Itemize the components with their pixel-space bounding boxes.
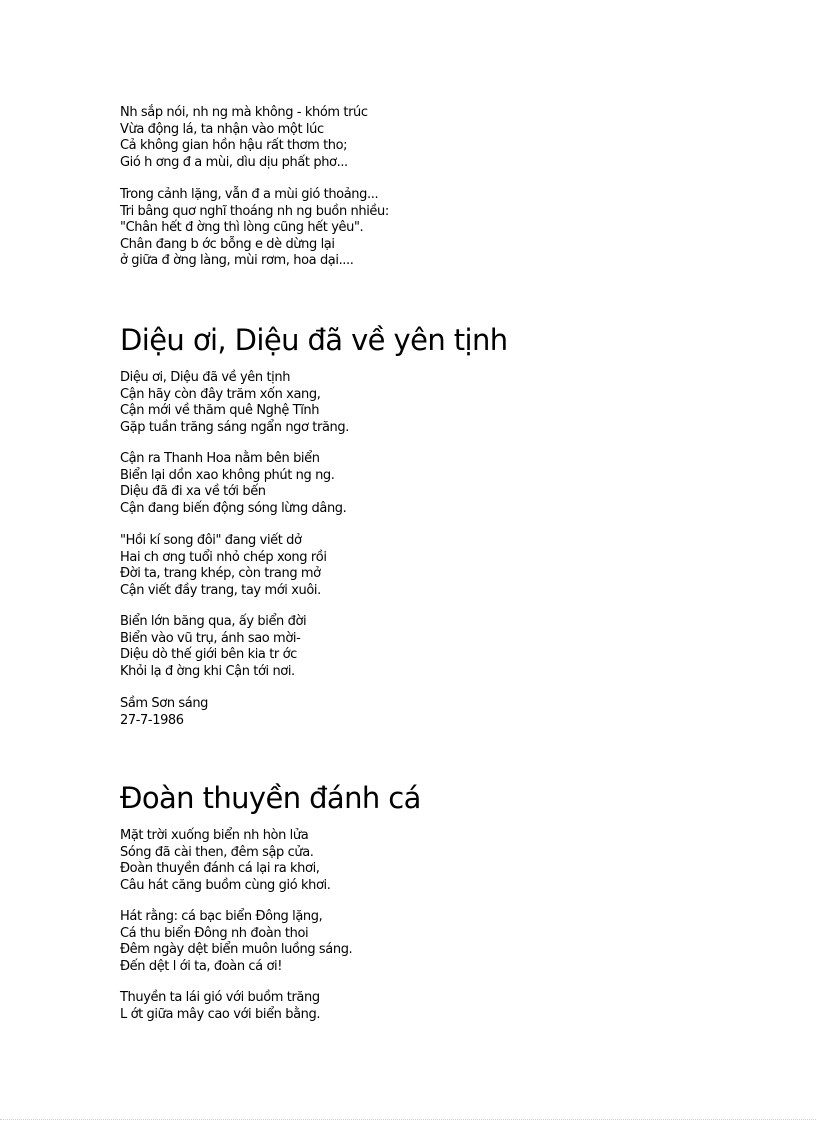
poem-line: Câu hát căng buồm cùng gió khơi. [120,877,331,893]
poem-line: ở giữa đ ờng làng, mùi rơm, hoa dại.... [120,253,354,268]
poem-line: Đến dệt l ới ta, đoàn cá ơi! [120,958,283,974]
poem-line: Biển vào vũ trụ, ánh sao mời- [120,630,301,646]
intro-stanza-2 [120,187,680,270]
poem-line: "Chân hết đ ờng thì lòng cũng hết yêu". [120,220,364,235]
dieu-stanza-3 [120,533,680,599]
poem-line: Khỏi lạ đ ờng khi Cận tới nơi. [120,663,295,679]
dieu-signature [120,696,680,729]
dieu-stanza-4 [120,614,680,680]
poem-date: 27-7-1986 [120,712,184,728]
poem-line: Thuyền ta lái gió với buồm trăng [120,990,320,1005]
poem-line: Mặt trời xuống biển nh hòn lửa [120,828,309,843]
poem-line: "Hồi kí song đôi" đang viết dở [120,533,302,548]
poem-line: Đoàn thuyền đánh cá lại ra khơi, [120,861,320,876]
page-bottom-divider [0,1119,816,1120]
poem-line: Cận viết đầy trang, tay mới xuôi. [120,582,321,598]
poem-line: Diệu ơi, Diệu đã về yên tịnh [120,370,291,385]
dieu-stanza-1 [120,370,680,436]
poem-line: Gió h ơng đ a mùi, dìu dịu phất phơ... [120,154,348,170]
poem-line: Đêm ngày dệt biển muôn luồng sáng. [120,942,353,957]
poem-title-doan-thuyen: Đoàn thuyền đánh cá [120,781,421,815]
poem-line: Tri bâng quơ nghĩ thoáng nh ng buồn nhiều: [120,203,389,219]
poem-line: Cận mới về thăm quê Nghệ Tĩnh [120,403,320,418]
poem-line: Hát rằng: cá bạc biển Đông lặng, [120,909,323,924]
poem-line: Cả không gian hồn hậu rất thơm tho; [120,138,348,153]
poem-line: Diệu dò thế giới bên kia tr ớc [120,647,297,662]
doan-thuyen-stanza-2 [120,909,680,975]
poem-line: Vừa động lá, ta nhận vào một lúc [120,121,324,137]
poem-line: Cá thu biển Đông nh đoàn thoi [120,925,309,941]
poem-line: Đời ta, trang khép, còn trang mở [120,566,321,581]
poem-line: Sóng đã cài then, đêm sập cửa. [120,844,314,860]
poem-title-dieu: Diệu ơi, Diệu đã về yên tịnh [120,323,508,357]
poem-place: Sầm Sơn sáng [120,696,209,711]
poem-line: Nh sắp nói, nh ng mà không - khóm trúc [120,105,368,120]
poem-line: Gặp tuần trăng sáng ngẩn ngơ trăng. [120,419,349,435]
poem-line: Chân đang b ớc bỗng e dè dừng lại [120,236,335,252]
poem-line: Hai ch ơng tuổi nhỏ chép xong rồi [120,549,327,565]
poem-line: L ớt giữa mây cao với biển bằng. [120,1006,321,1022]
poem-line: Cận đang biến động sóng lừng dâng. [120,500,347,516]
intro-stanza-1 [120,105,680,171]
poem-line: Cận hãy còn đây trăm xốn xang, [120,386,321,402]
poem-line: Trong cảnh lặng, vẫn đ a mùi gió thoảng... [120,187,379,202]
poem-line: Biển lại dồn xao không phút ng ng. [120,467,335,483]
poem-line: Biển lớn băng qua, ấy biển đời [120,614,307,629]
doan-thuyen-stanza-3 [120,990,680,1023]
dieu-stanza-2 [120,451,680,517]
doan-thuyen-stanza-1 [120,828,680,894]
poem-line: Diệu đã đi xa về tới bến [120,484,266,499]
poem-line: Cận ra Thanh Hoa nằm bên biển [120,451,320,466]
